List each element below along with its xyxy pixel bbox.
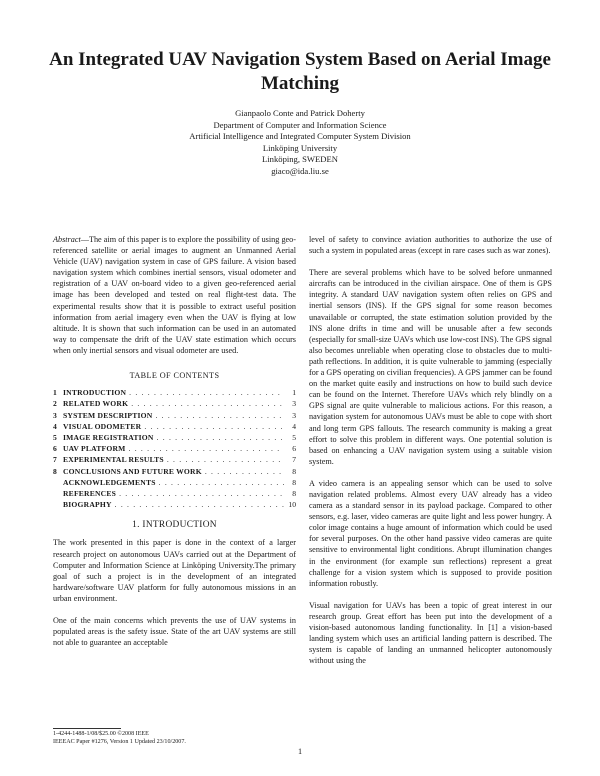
toc-leader: [126, 387, 284, 398]
toc-number: 1: [53, 388, 57, 398]
toc-page: 4: [292, 421, 296, 431]
toc-title: IMAGE REGISTRATION: [63, 432, 154, 442]
toc-page: 10: [288, 500, 296, 510]
author-city: Linköping, SWEDEN: [262, 154, 338, 165]
toc-row[interactable]: [53, 466, 296, 477]
toc-leader: [156, 477, 284, 488]
toc-page: 8: [292, 488, 296, 498]
toc-page: 6: [292, 444, 296, 454]
toc-leader: [128, 398, 284, 409]
body-paragraph: One of the main concerns which prevents the use of UAV systems in populated areas is the safety issue. State of the art UAV systems are still not able to guarantee an acceptable: [53, 616, 296, 648]
toc-leader: [202, 466, 284, 477]
toc-page: 1: [292, 388, 296, 398]
abstract: [53, 234, 296, 356]
body-paragraph: level of safety to convince aviation authorities to authorize the use of such a system in populated areas (except in rare cases such as war zones).: [309, 235, 552, 256]
toc-title: INTRODUCTION: [63, 388, 127, 398]
toc-title: ACKNOWLEDGEMENTS: [63, 477, 156, 487]
toc-title: REFERENCES: [63, 488, 117, 498]
toc-row[interactable]: [53, 454, 296, 465]
footnote-paper-id: IEEEAC Paper #1276, Version 1 Updated 23/10/2007.: [53, 739, 186, 745]
footnote-copyright: 1-4244-1488-1/08/$25.00 ©2008 IEEE: [53, 731, 149, 737]
toc-number: 3: [53, 410, 57, 420]
toc-page: 5: [292, 432, 296, 442]
toc-number: [53, 477, 63, 488]
toc-leader: [112, 499, 284, 510]
toc-leader: [164, 454, 284, 465]
toc-heading: TABLE OF CONTENTS: [129, 371, 220, 381]
toc-row[interactable]: [53, 387, 296, 398]
left-column: [53, 234, 296, 659]
toc-title: VISUAL ODOMETER: [63, 421, 142, 431]
toc-row[interactable]: [53, 477, 296, 488]
toc-number: [53, 488, 63, 499]
toc-row[interactable]: [53, 421, 296, 432]
toc-title: SYSTEM DESCRIPTION: [63, 410, 153, 420]
body-paragraph: There are several problems which have to be solved before unmanned aircrafts can be introduced in the civilian airspace. One of them is GPS integrity. A standard UAV navigation system often relies on GPS and inertial sensors (INS). If the GPS signal for some reason becomes unavailable or corrupted, the state estimation solution provided by the INS alone drifts in time and will be unusable after a few seconds (especially for small-size UAVs which use low-cost INS). The GPS signal also becomes unreliable when operating close to obstacles due to multi-path reflections. In addition, it is quite vulnerable to jamming (especially for a GPS operating on civilian frequencies). A GPS jammer can be found on the market quite easily and instructions on how to build such device can be found on the Internet. Therefore UAVs which rely blindly on a GPS signal are quite vulnerable to malicious actions. For this reason, a navigation system for autonomous UAVs must be able to cope with short and long term GPS fallouts. The research community is making a great effort to solve this problem in different ways. One potential solution is based on enhancing a UAV navigation system using a suitable vision system.: [309, 268, 552, 466]
body-paragraph: Visual navigation for UAVs has been a topic of great interest in our research group. Great effort has been put into the development of a vision-based autonomous landing functionality. In [1] a vision-based landing system which uses an artificial landing pattern is described. The system is capable of landing an unmanned helicopter autonomously without using the: [309, 600, 552, 666]
author-university: Linköping University: [262, 142, 338, 153]
toc-page: 7: [292, 455, 296, 465]
right-column: [309, 234, 552, 677]
toc-number: 8: [53, 466, 57, 476]
toc-page: 8: [292, 466, 296, 476]
toc-page: 3: [292, 399, 296, 409]
page-number: 1: [297, 747, 303, 756]
toc-leader: [154, 432, 284, 443]
toc-row[interactable]: [53, 432, 296, 443]
author-email: giaco@ida.liu.se: [271, 165, 329, 176]
toc-row[interactable]: [53, 499, 296, 510]
toc-number: 6: [53, 444, 57, 454]
toc-leader: [116, 488, 284, 499]
toc-number: [53, 499, 63, 510]
author-names: Gianpaolo Conte and Patrick Doherty: [235, 108, 365, 118]
toc-row[interactable]: [53, 443, 296, 454]
toc-number: 5: [53, 432, 57, 442]
author-division: Artificial Intelligence and Integrated Computer System Division: [189, 131, 411, 142]
toc-row[interactable]: [53, 410, 296, 421]
toc-number: 2: [53, 399, 57, 409]
footnote: [53, 730, 296, 746]
toc-page: 3: [292, 410, 296, 420]
toc-page: 8: [292, 477, 296, 487]
body-paragraph: The work presented in this paper is done in the context of a larger research project on autonomous UAVs carried out at the Department of Computer and Information Science at Linköping University.The primary goal of such a project is in the development of an integrated hardware/software UAV platform for fully autonomous missions in an urban environment.: [53, 538, 296, 603]
author-department: Department of Computer and Information Science: [213, 119, 387, 130]
toc-leader: [152, 410, 284, 421]
body-paragraph: A video camera is an appealing sensor which can be used to solve navigation related problems. Almost every UAV already has a video camera as a standard sensor in its payload package. Compared to other sensors, e.g. laser, video cameras are quite light and less power hungry. A color image contains a huge amount of information which could be used for several purposes. On the other hand passive video cameras are quite sensitive to environmental light conditions. Abrupt illumination changes in the environment (for example sun reflections) represent a great challenge for a vision system which is supposed to provide position information robustly.: [309, 478, 552, 588]
toc-title: RELATED WORK: [63, 399, 129, 409]
toc-title: CONCLUSIONS AND FUTURE WORK: [63, 466, 202, 476]
table-of-contents: [53, 387, 296, 510]
toc-title: EXPERIMENTAL RESULTS: [63, 455, 164, 465]
toc-leader: [126, 443, 284, 454]
toc-number: 4: [53, 421, 57, 431]
abstract-text: —The aim of this paper is to explore the possibility of using geo-referenced satellite or aerial images to augment an Unmanned Aerial Vehicle (UAV) navigation system in case of GPS failure. A vision based navigation system which combines inertial sensors, visual odometer and registration of a UAV on-board video to a given geo-referenced aerial image has been developed and tested on real flight-test data. The experimental results show that it is possible to extract useful position information from aerial imagery even when the UAV is flying at low altitude. It is shown that such information can be used in an automated way to compensate the drift of the UAV state estimation which occurs when only inertial sensors and visual odometer are used.: [53, 235, 296, 355]
toc-title: BIOGRAPHY: [63, 500, 112, 510]
toc-row[interactable]: [53, 398, 296, 409]
paper-title: An Integrated UAV Navigation System Based on Aerial Image Matching: [49, 49, 551, 94]
abstract-label: Abstract: [53, 235, 81, 244]
toc-number: 7: [53, 455, 57, 465]
toc-title: UAV PLATFORM: [63, 444, 126, 454]
section-heading-introduction: 1. INTRODUCTION: [132, 520, 217, 531]
footnote-divider: [53, 728, 121, 729]
toc-row[interactable]: [53, 488, 296, 499]
author-block: [100, 108, 500, 178]
toc-leader: [141, 421, 284, 432]
